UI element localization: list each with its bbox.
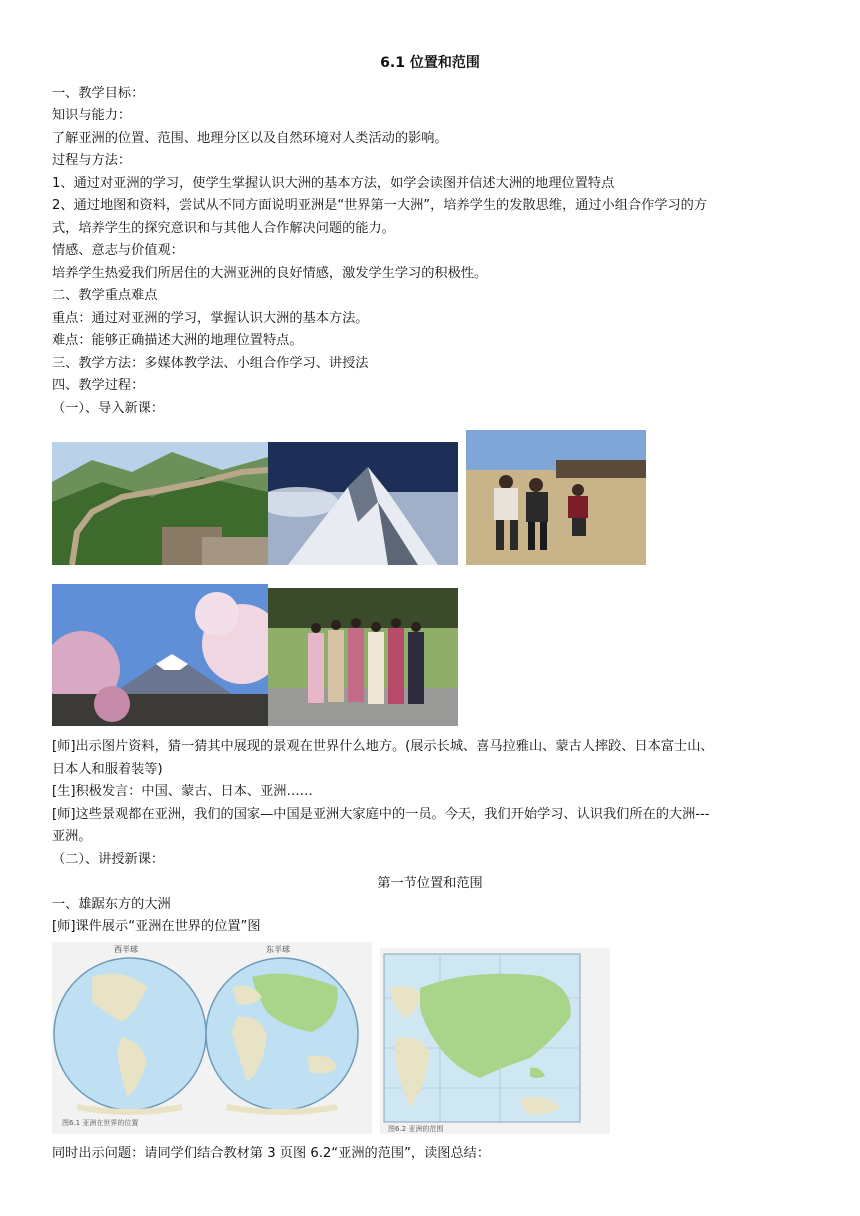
mount-fuji-photo [52, 584, 268, 726]
text-line: 情感、意志与价值观： [52, 243, 184, 258]
text-line: 1、通过对亚洲的学习，使学生掌握认识大洲的基本方法，如学会读图并信述大洲的地理位置特点 [52, 176, 615, 191]
eastern-hemisphere-label: 东半球 [266, 945, 290, 954]
text-line: 四、教学过程： [52, 378, 145, 393]
text-line: 同时出示问题：请同学们结合教材第 3 页图 6.2“亚洲的范围”，读图总结： [52, 1146, 491, 1161]
himalaya-photo [268, 442, 458, 565]
map2-caption: 图6.2 亚洲的范围 [388, 1125, 444, 1133]
text-line: 难点：能够正确描述大洲的地理位置特点。 [52, 333, 303, 348]
text-line: （一）、导入新课： [52, 401, 165, 416]
map1-caption: 图6.1 亚洲在世界的位置 [62, 1119, 139, 1127]
text-line: 式，培养学生的探究意识和与其他人合作解决问题的能力。 [52, 221, 395, 236]
text-line: 二、教学重点难点 [52, 288, 158, 303]
text-line: [生]积极发言：中国、蒙古、日本、亚洲…… [52, 784, 313, 799]
western-hemisphere-label: 西半球 [114, 945, 138, 954]
kimono-photo [268, 588, 458, 726]
text-line: 知识与能力： [52, 108, 132, 123]
text-line: [师]这些景观都在亚洲，我们的国家—中国是亚洲大家庭中的一员。今天，我们开始学习、认识我们所在的大洲--- [52, 807, 710, 822]
text-line: 日本人和服着装等) [52, 762, 163, 777]
section-title: 第一节位置和范围 [377, 876, 483, 891]
text-line: [师]课件展示“亚洲在世界的位置”图 [52, 919, 261, 934]
text-line: 了解亚洲的位置、范围、地理分区以及自然环境对人类活动的影响。 [52, 131, 448, 146]
text-line: 过程与方法： [52, 153, 132, 168]
world-hemispheres-map [52, 942, 372, 1134]
text-line: [师]出示图片资料，猜一猜其中展现的景观在世界什么地方。(展示长城、喜马拉雅山、蒙古人摔跤、日本富士山、 [52, 739, 714, 754]
text-line: 培养学生热爱我们所居住的大洲亚洲的良好情感，激发学生学习的积极性。 [52, 266, 488, 281]
text-line: 一、教学目标： [52, 86, 145, 101]
text-line: （二）、讲授新课： [52, 852, 165, 867]
text-line: 三、教学方法：多媒体教学法、小组合作学习、讲授法 [52, 356, 369, 371]
great-wall-photo [52, 442, 268, 565]
text-line: 重点：通过对亚洲的学习，掌握认识大洲的基本方法。 [52, 311, 369, 326]
text-line: 2、通过地图和资料，尝试从不同方面说明亚洲是“世界第一大洲”，培养学生的发散思维，通过小组合作学习的方 [52, 198, 708, 213]
text-line: 亚洲。 [52, 829, 92, 844]
document-title: 6.1 位置和范围 [380, 55, 480, 71]
mongolian-wrestling-photo [466, 430, 646, 565]
text-line: 一、雄踞东方的大洲 [52, 897, 171, 912]
asia-extent-map [380, 948, 610, 1134]
